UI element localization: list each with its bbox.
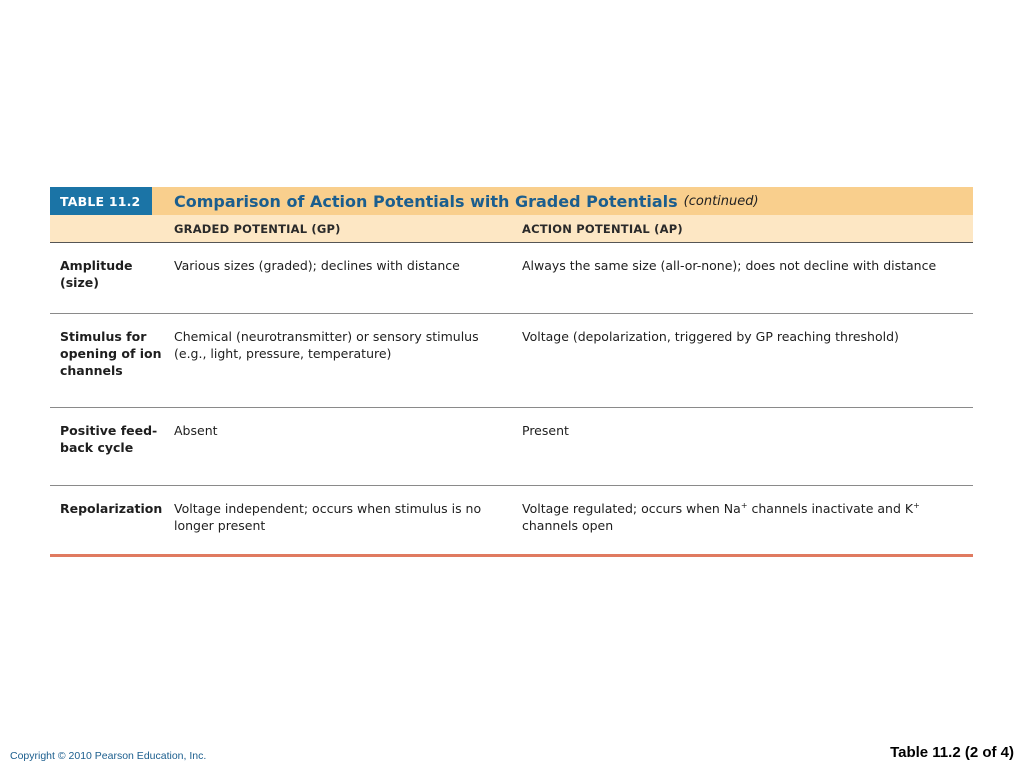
header-cell-ap: ACTION POTENTIAL (AP) [522,221,683,236]
ap-text-part-b: channels inactivate and K [747,501,914,516]
copyright-text: Copyright © 2010 Pearson Education, Inc. [10,750,207,762]
comparison-table [50,187,973,557]
table-row-amplitude [50,243,973,314]
ap-text-part-a: Voltage regulated; occurs when Na [522,501,741,516]
gp-cell: Voltage independent; occurs when stimulus is no longer present [174,501,482,533]
k-charge-sup: + [913,500,920,510]
row-label: Stimulus for opening of ion channels [60,329,162,378]
table-title [152,187,973,215]
ap-text-part-c: channels open [522,518,614,533]
ap-cell [522,500,973,554]
na-charge-sup: + [740,500,748,510]
row-label: Positive feed-back cycle [60,423,158,455]
table-title-bar [50,187,973,215]
table-number-badge: TABLE 11.2 [50,187,152,215]
ap-cell: Voltage (depolarization, triggered by GP reaching threshold) [522,329,899,344]
ap-cell: Present [522,423,569,438]
row-label: Amplitude (size) [60,258,133,290]
table-row-positive-feedback [50,408,973,486]
table-title-text: Comparison of Action Potentials with Graded Potentials [174,191,678,211]
gp-cell: Various sizes (graded); declines with distance [174,258,460,273]
ap-cell: Always the same size (all-or-none); does not decline with distance [522,258,937,273]
table-row-stimulus [50,314,973,408]
table-header-row [50,215,973,243]
header-cell-gp: GRADED POTENTIAL (GP) [174,221,341,236]
table-row-repolarization [50,486,973,557]
gp-cell: Chemical (neurotransmitter) or sensory stimulus (e.g., light, pressure, temperature) [174,329,479,361]
gp-cell: Absent [174,423,218,438]
row-label: Repolarization [60,501,163,516]
slide-table-label: Table 11.2 (2 of 4) [890,744,1014,761]
table-title-continued: (continued) [683,193,759,209]
